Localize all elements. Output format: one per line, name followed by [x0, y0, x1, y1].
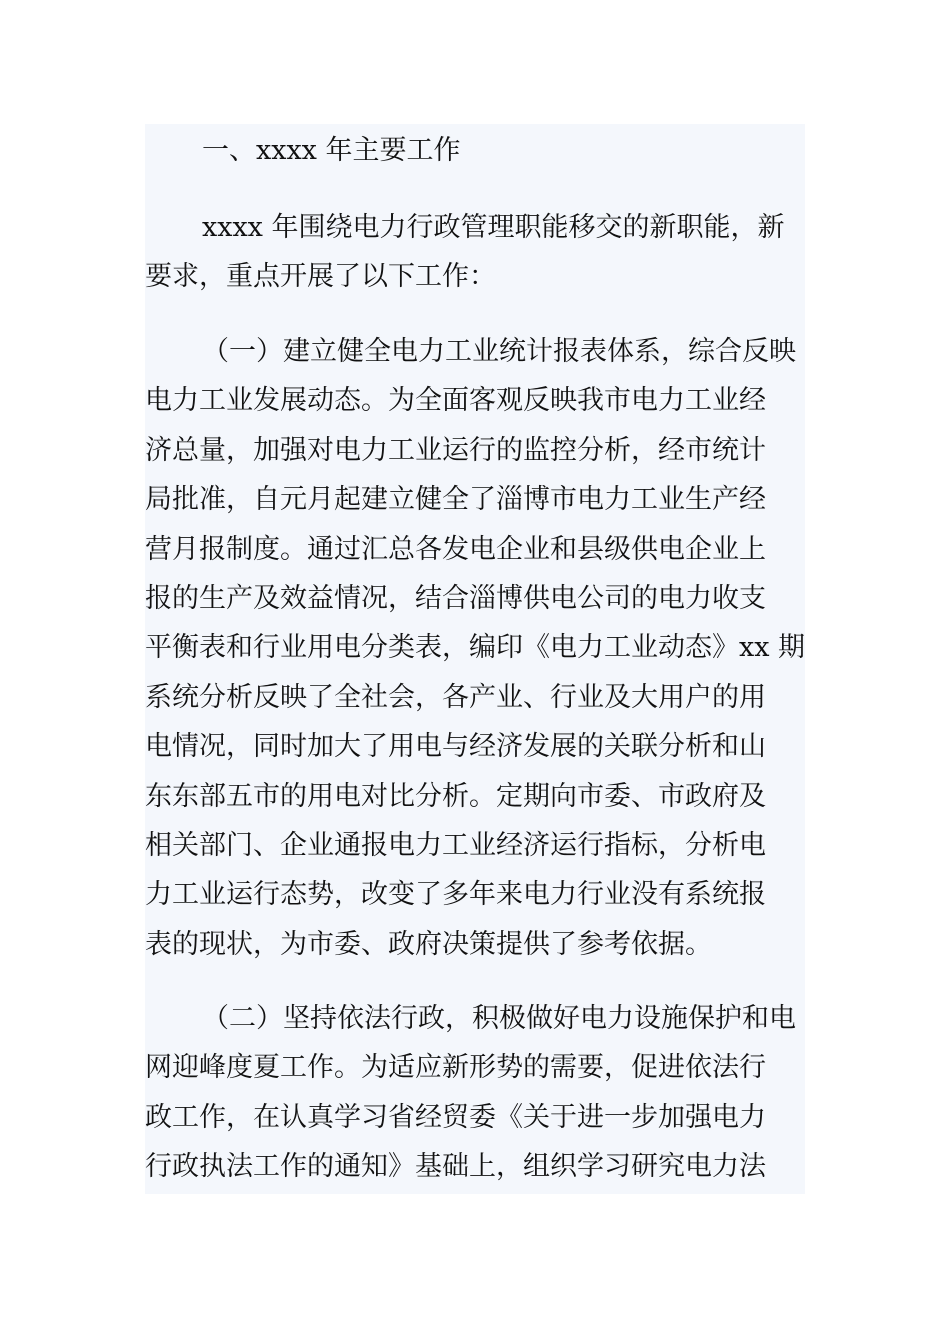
paragraph-law-enforcement — [145, 994, 805, 1192]
paragraph-line: xxxx 年围绕电力行政管理职能移交的新职能，新 — [202, 212, 785, 243]
paragraph-line: 营月报制度。通过汇总各发电企业和县级供电企业上 — [145, 533, 766, 565]
paragraph-line: 电力工业发展动态。为全面客观反映我市电力工业经 — [145, 385, 766, 417]
paragraph-line: 表的现状，为市委、政府决策提供了参考依据。 — [145, 928, 712, 960]
text-block — [145, 124, 805, 1194]
paragraph-line: 行政执法工作的通知》基础上，组织学习研究电力法 — [145, 1151, 766, 1183]
paragraph-line: 平衡表和行业用电分类表，编印《电力工业动态》xx 期 — [145, 632, 805, 664]
paragraph-line: 要求，重点开展了以下工作： — [145, 261, 496, 293]
paragraph-intro — [145, 203, 805, 302]
paragraph-line: 电情况，同时加大了用电与经济发展的关联分析和山 — [145, 731, 766, 763]
paragraph-statistics — [145, 327, 805, 969]
heading-line: 一、xxxx 年主要工作 — [202, 135, 461, 166]
paragraph-line: 系统分析反映了全社会，各产业、行业及大用户的用 — [145, 681, 766, 713]
paragraph-line: 济总量，加强对电力工业运行的监控分析，经市统计 — [145, 434, 766, 466]
paragraph-line: 网迎峰度夏工作。为适应新形势的需要，促进依法行 — [145, 1052, 766, 1084]
paragraph-line: 力工业运行态势，改变了多年来电力行业没有系统报 — [145, 879, 766, 911]
paragraph-line: 东东部五市的用电对比分析。定期向市委、市政府及 — [145, 780, 766, 812]
paragraph-line: 局批准，自元月起建立健全了淄博市电力工业生产经 — [145, 484, 766, 516]
paragraph-line: （二）坚持依法行政，积极做好电力设施保护和电 — [202, 1003, 796, 1034]
paragraph-line: 相关部门、企业通报电力工业经济运行指标，分析电 — [145, 830, 766, 862]
paragraph-line: 报的生产及效益情况，结合淄博供电公司的电力收支 — [145, 583, 766, 615]
paragraph-line: （一）建立健全电力工业统计报表体系，综合反映 — [202, 336, 796, 367]
paragraph-line: 政工作，在认真学习省经贸委《关于进一步加强电力 — [145, 1101, 766, 1133]
section-heading — [145, 126, 805, 175]
